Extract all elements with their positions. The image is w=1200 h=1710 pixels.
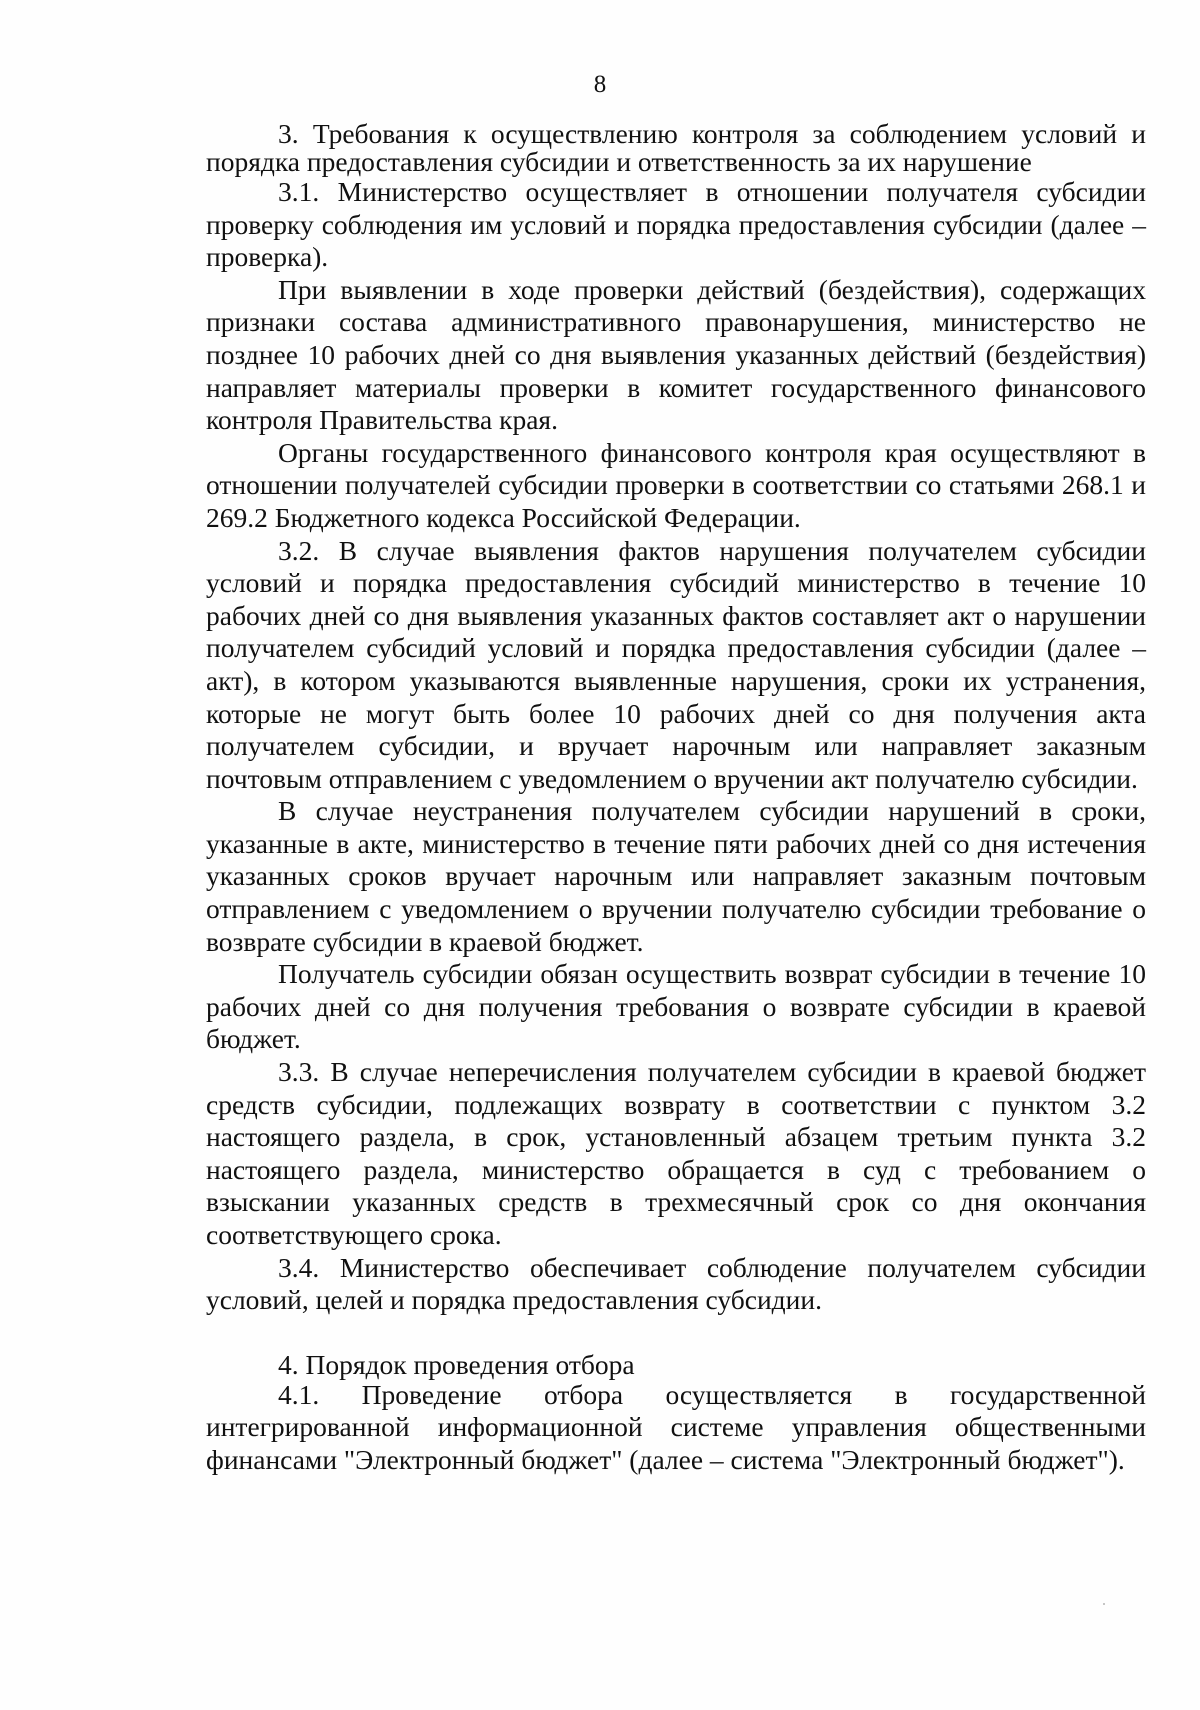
paragraph-4-1: 4.1. Проведение отбора осуществляется в государственной интегрированной информационной системе управления общественными финансами "Электронный бюджет" (далее – система "Электронный бюджет"). <box>206 1378 1146 1475</box>
paragraph-3-1-violations: При выявлении в ходе проверки действий (бездействия), содержащих признаки состава административного правонарушения, министерство не позднее 10 рабочих дней со дня выявления указанных действий (бездействия) направляет материалы проверки в комитет государственного финансового контроля Правительства края. <box>206 273 1146 436</box>
section-spacer <box>206 1317 1146 1351</box>
scan-speck <box>1103 1603 1105 1605</box>
document-body <box>206 120 1146 1477</box>
paragraph-3-2: 3.2. В случае выявления фактов нарушения получателем субсидии условий и порядка предоставления субсидий министерство в течение 10 рабочих дней со дня выявления указанных фактов составляет акт о нарушении получателем субсидий условий и порядка предоставления субсидии (далее – акт), в котором указываются выявленные нарушения, сроки их устранения, которые не могут быть более 10 рабочих дней со дня получения акта получателем субсидии, и вручает нарочным или направляет заказным почтовым отправлением с уведомлением о вручении акт получателю субсидии. <box>206 534 1146 794</box>
paragraph-3-4: 3.4. Министерство обеспечивает соблюдение получателем субсидии условий, целей и порядка предоставления субсидии. <box>206 1251 1146 1316</box>
paragraph-3-1-control-bodies: Органы государственного финансового контроля края осуществляют в отношении получателей субсидии проверки в соответствии со статьями 268.1 и 269.2 Бюджетного кодекса Российской Федерации. <box>206 436 1146 533</box>
paragraph-3-1: 3.1. Министерство осуществляет в отношении получателя субсидии проверку соблюдения им условий и порядка предоставления субсидии (далее – проверка). <box>206 176 1146 273</box>
paragraph-3-2-non-elimination: В случае неустранения получателем субсидии нарушений в сроки, указанные в акте, министерство в течение пяти рабочих дней со дня истечения указанных сроков вручает нарочным или направляет заказным почтовым отправлением с уведомлением о вручении получателю субсидии требование о возврате субсидии в краевой бюджет. <box>206 795 1146 957</box>
paragraph-3-2-return: Получатель субсидии обязан осуществить возврат субсидии в течение 10 рабочих дней со дня получения требования о возврате субсидии в краевой бюджет. <box>206 958 1146 1055</box>
page-number: 8 <box>593 71 607 98</box>
section-4-heading: 4. Порядок проведения отбора <box>278 1348 635 1380</box>
section-3-heading: 3. Требования к осуществлению контроля за соблюдением условий и порядка предоставления субсидии и ответственность за их нарушение <box>206 118 1146 177</box>
paragraph-3-3: 3.3. В случае неперечисления получателем субсидии в краевой бюджет средств субсидии, подлежащих возврату в соответствии с пунктом 3.2 настоящего раздела, в срок, установленный абзацем третьим пункта 3.2 настоящего раздела, министерство обращается в суд с требованием о взыскании указанных средств в трехмесячный срок со дня окончания соответствующего срока. <box>206 1056 1146 1250</box>
